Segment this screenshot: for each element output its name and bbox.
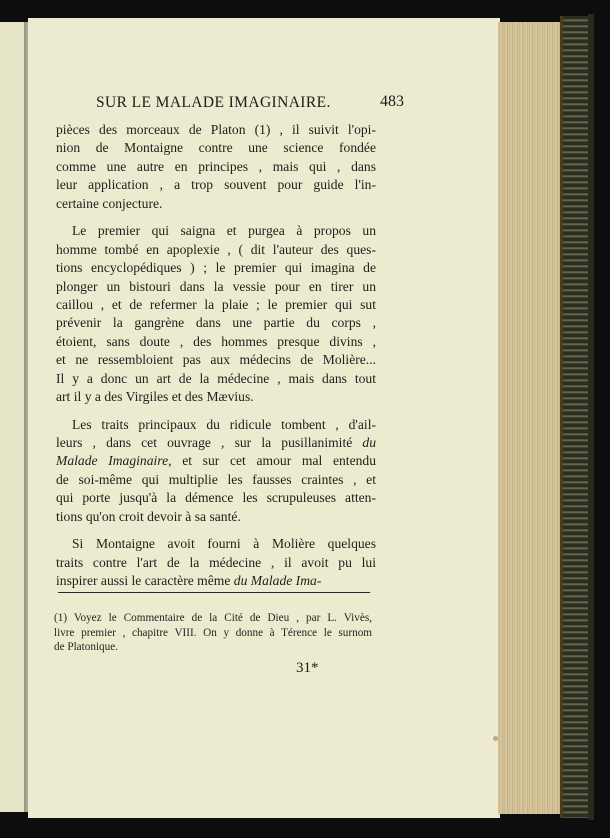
text-line (56, 158, 376, 176)
text-run: nion de Montaigne contre une science fondée (56, 140, 376, 156)
text-run: et ne ressembloient pas aux médecins de Molière... (56, 352, 376, 368)
footnote-line: (1) Voyez le Commentaire de la Cité de Dieu , par L. Vivès, (54, 612, 372, 624)
text-line (56, 259, 376, 277)
text-line (56, 139, 376, 157)
text-run: Le premier qui saigna et purgea à propos un (72, 223, 376, 239)
text-run: tions qu'on croit devoir à sa santé. (56, 508, 241, 524)
text-line (56, 351, 376, 369)
paragraph (56, 222, 376, 406)
text-line (56, 508, 376, 526)
footnote-line: livre premier , chapitre VIII. On y donne à Térence le surnom (54, 626, 372, 639)
paper-stain (493, 736, 498, 741)
page-block-edges (498, 22, 560, 814)
text-run: homme tombé en apoplexie , ( dit l'auteur des ques- (56, 241, 376, 257)
text-run: , et sur cet amour mal entendu (168, 453, 376, 469)
text-line (56, 370, 376, 388)
italic-text: Malade Imaginaire (56, 453, 169, 469)
text-line (56, 554, 376, 572)
text-run: inspirer aussi le caractère même (56, 573, 234, 589)
text-line (56, 314, 376, 332)
text-line (56, 452, 376, 470)
text-line (56, 388, 376, 406)
text-line (56, 572, 376, 590)
text-line (56, 176, 376, 194)
text-line (56, 535, 376, 553)
main-text (56, 121, 376, 591)
text-run: Il y a donc un art de la médecine , mais dans tout (56, 370, 376, 386)
text-run: de soi-même qui multiplie les fausses craintes , et (56, 471, 376, 487)
text-line (56, 471, 376, 489)
signature-mark: 31* (296, 660, 319, 676)
paragraph (56, 416, 376, 527)
text-line (56, 241, 376, 259)
text-run: traits contre l'art de la médecine , il avoit pu lui (56, 554, 376, 570)
text-run: plonger un bistouri dans la vessie pour en tirer un (56, 278, 376, 294)
footnote-line: de Platonique. (54, 641, 119, 654)
footnote (54, 611, 372, 655)
text-run: leur application , a trop souvent pour guide l'in- (56, 177, 376, 193)
text-line (56, 489, 376, 507)
text-run: Les traits principaux du ridicule tombent , d'ail- (72, 416, 376, 432)
text-run: prévenir la gangrène dans une partie du corps , (56, 315, 376, 331)
text-run: qui porte jusqu'à la démence les scrupuleuses atten- (56, 490, 376, 506)
paragraph (56, 535, 376, 590)
text-line (56, 195, 376, 213)
text-run: Si Montaigne avoit fourni à Molière quelques (72, 536, 376, 552)
text-run: art il y a des Virgiles et des Mævius. (56, 389, 254, 405)
text-run: certaine conjecture. (56, 195, 163, 211)
text-run: tions encyclopédiques ) ; le premier qui imagina de (56, 260, 376, 276)
page-number: 483 (380, 93, 404, 110)
text-run: caillou , et de refermer la plaie ; le premier qui sut (56, 296, 376, 312)
running-title: SUR LE MALADE IMAGINAIRE. (96, 94, 331, 111)
text-line (56, 222, 376, 240)
italic-text: du Malade Ima- (233, 573, 322, 589)
text-line (56, 296, 376, 314)
italic-text: du (362, 435, 376, 450)
text-line (56, 434, 376, 452)
text-line (56, 121, 376, 139)
text-line (56, 416, 376, 434)
text-run: comme une autre en principes , mais qui , dans (56, 158, 376, 174)
text-run: pièces des morceaux de Platon (1) , il suivit l'opi- (56, 122, 376, 137)
text-line (56, 278, 376, 296)
text-run: leurs , dans cet ouvrage , sur la pusillanimité (56, 435, 363, 450)
book-cover-edge (588, 14, 594, 820)
paragraph (56, 121, 376, 213)
text-line (56, 333, 376, 351)
footnote-rule (58, 592, 370, 593)
text-run: étoient, sans doute , des hommes presque divins , (56, 333, 376, 349)
